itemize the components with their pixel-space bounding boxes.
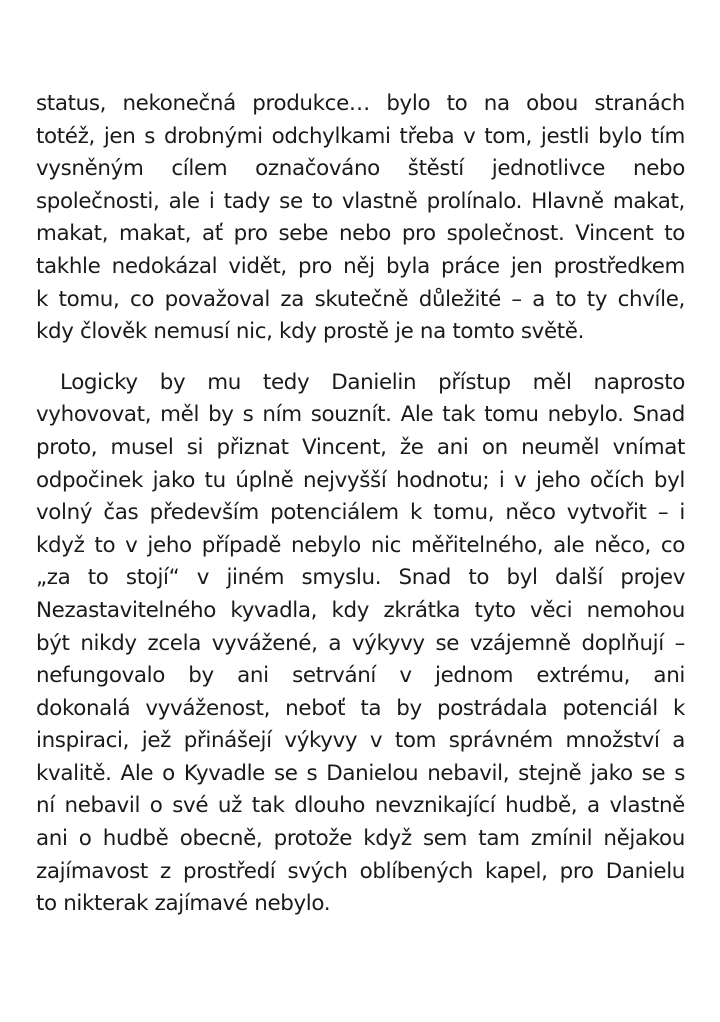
text-line: kvalitě. Ale o Kyvadle se s Danielou nebavil, stejně jako se s [36, 760, 685, 786]
text-line: volný čas především potenciálem k tomu, něco vytvořit – i [36, 500, 685, 526]
text-line: inspiraci, jež přinášejí výkyvy v tom správném množství a [36, 728, 685, 754]
text-line: vysněným cílem označováno štěstí jednotlivce nebo [36, 156, 685, 182]
text-line: odpočinek jako tu úplně nejvyšší hodnotu; i v jeho očích byl [36, 467, 685, 493]
text-line: Logicky by mu tedy Danielin přístup měl naprosto [60, 369, 685, 395]
text-line: k tomu, co považoval za skutečně důležité – a to ty chvíle, [36, 286, 685, 312]
book-page [36, 88, 685, 921]
paragraph-2 [36, 367, 685, 921]
text-line: to nikterak zajímavé nebylo. [36, 891, 331, 917]
text-line: Nezastavitelného kyvadla, kdy zkrátka tyto věci nemohou [36, 597, 685, 623]
text-line: totéž, jen s drobnými odchylkami třeba v tom, jestli bylo tím [36, 123, 685, 149]
text-line: proto, musel si přiznat Vincent, že ani on neuměl vnímat [36, 434, 685, 460]
text-line: takhle nedokázal vidět, pro něj byla práce jen prostředkem [36, 253, 685, 279]
text-line: když to v jeho případě nebylo nic měřitelného, ale něco, co [36, 532, 685, 558]
paragraph-1 [36, 88, 685, 349]
text-line: ní nebavil o své už tak dlouho nevznikající hudbě, a vlastně [36, 793, 685, 819]
text-line: dokonalá vyváženost, neboť ta by postrádala potenciál k [36, 695, 685, 721]
text-line: vyhovovat, měl by s ním souznít. Ale tak tomu nebylo. Snad [36, 402, 685, 428]
text-line: status, nekonečná produkce… bylo to na obou stranách [36, 91, 685, 116]
text-line: zajímavost z prostředí svých oblíbených kapel, pro Danielu [36, 858, 685, 884]
text-line: společnosti, ale i tady se to vlastně prolínalo. Hlavně makat, [36, 188, 685, 214]
text-line: být nikdy zcela vyvážené, a výkyvy se vzájemně doplňují – [36, 630, 685, 656]
text-line: ani o hudbě obecně, protože když sem tam zmínil nějakou [36, 826, 685, 852]
text-line: kdy člověk nemusí nic, kdy prostě je na tomto světě. [36, 319, 585, 345]
text-line: nefungovalo by ani setrvání v jednom extrému, ani [36, 663, 685, 689]
text-line: „za to stojí“ v jiném smyslu. Snad to byl další projev [36, 565, 685, 591]
text-line: makat, makat, ať pro sebe nebo pro společnost. Vincent to [36, 221, 685, 247]
